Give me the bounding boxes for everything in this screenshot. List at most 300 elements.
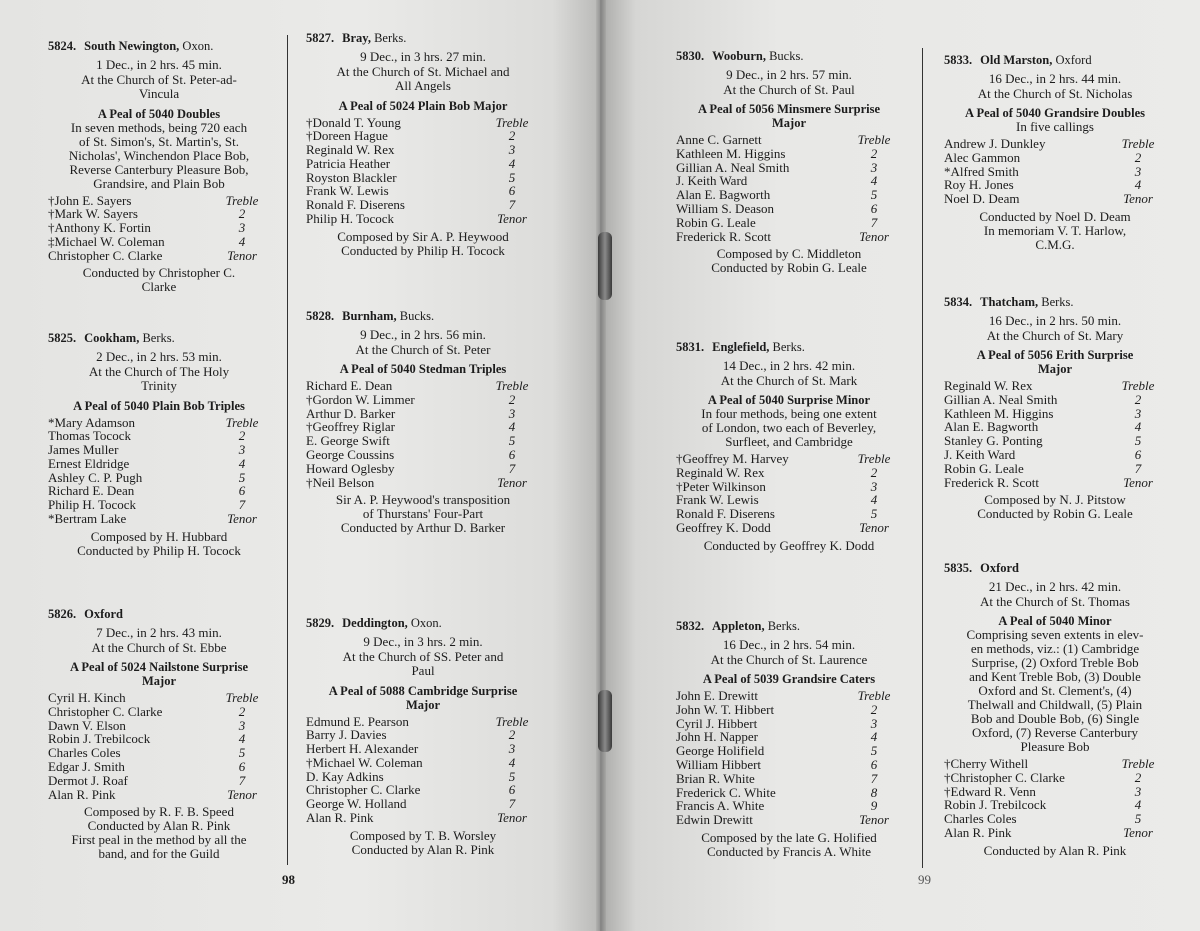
bell-number: 4	[1134, 419, 1142, 435]
ringer-name: Charles Coles	[944, 811, 1017, 827]
bell-number: Tenor	[859, 812, 889, 828]
bell-number: 4	[508, 419, 516, 435]
page-number-right: 99	[918, 872, 931, 887]
peal-title: Major	[771, 116, 806, 130]
method-note: Oxford, (7) Reverse Canterbury	[971, 725, 1139, 740]
bell-number: 2	[1134, 391, 1142, 407]
peal-entry	[676, 48, 902, 275]
bell-number: 3	[870, 159, 878, 175]
ringer-name: †Christopher C. Clarke	[944, 769, 1065, 785]
ringer-name: Barry J. Davies	[306, 727, 387, 743]
ringer-name: George Coussins	[306, 446, 395, 462]
bell-number: Tenor	[227, 786, 257, 802]
column-rule	[287, 35, 288, 865]
entry-county: Berks.	[374, 31, 407, 45]
ringer-name: Alan R. Pink	[944, 824, 1012, 840]
peal-title: Major	[405, 697, 440, 712]
entry-number: 5835.	[944, 561, 973, 575]
ringer-name: Geoffrey K. Dodd	[676, 519, 771, 535]
credit-line: Composed by R. F. B. Speed	[84, 804, 234, 820]
entry-date: 16 Dec., in 2 hrs. 44 min.	[988, 71, 1122, 86]
method-note: In seven methods, being 720 each	[70, 119, 248, 135]
method-note: In five callings	[1016, 119, 1094, 134]
ringer-name: †Cherry Withell	[944, 756, 1029, 771]
ringer-name: †Peter Wilkinson	[676, 478, 766, 494]
ringer-name: Cyril H. Kinch	[48, 690, 126, 705]
ringer-name: Robin G. Leale	[944, 460, 1024, 476]
bell-number: 7	[1134, 460, 1142, 476]
entry-header	[306, 615, 540, 631]
entry-county: Bucks.	[769, 49, 804, 63]
ringer-row	[676, 717, 902, 731]
ringer-row	[944, 379, 1166, 393]
ringer-list	[944, 757, 1166, 840]
bell-number: 6	[508, 782, 516, 798]
ringer-row	[944, 757, 1166, 771]
church-location: At the Church of The Holy	[88, 363, 230, 379]
entry-place: Oxford	[84, 607, 124, 621]
ringer-row	[676, 466, 902, 480]
bell-number: 2	[508, 128, 516, 144]
method-note: Surfleet, and Cambridge	[725, 434, 853, 449]
entry-date: 9 Dec., in 3 hrs. 27 min.	[360, 49, 486, 64]
ringer-row	[676, 521, 902, 535]
bell-number: 6	[238, 483, 246, 499]
entry-county: Berks.	[767, 619, 800, 633]
ringer-name: †John E. Sayers	[48, 192, 132, 208]
ringer-name: †Anthony K. Fortin	[48, 220, 151, 236]
method-note: en methods, viz.: (1) Cambridge	[970, 641, 1140, 656]
bell-number: 5	[508, 433, 516, 449]
ringer-name: †Doreen Hague	[306, 128, 388, 144]
method-note: and Kent Treble Bob, (3) Double	[969, 669, 1141, 684]
ringer-name: Ronald F. Diserens	[306, 197, 405, 213]
ringer-row	[306, 728, 540, 742]
method-note: Reverse Canterbury Pleasure Bob,	[69, 161, 249, 177]
ringer-row	[676, 758, 902, 772]
ringer-list	[48, 194, 270, 263]
church-location: At the Church of St. Michael and	[336, 63, 510, 79]
ringer-row	[676, 216, 902, 230]
bell-number: Treble	[225, 192, 259, 208]
ringer-name: Alan E. Bagworth	[944, 419, 1039, 435]
method-note: of St. Simon's, St. Martin's, St.	[79, 133, 239, 149]
ringer-name: Gillian A. Neal Smith	[676, 159, 790, 175]
ringer-name: †Neil Belson	[306, 474, 375, 490]
entry-date: 9 Dec., in 2 hrs. 56 min.	[360, 327, 486, 342]
ringer-row	[48, 760, 270, 774]
ringer-row	[48, 512, 270, 526]
bell-number: Treble	[1121, 378, 1155, 393]
peal-title: A Peal of 5040 Stedman Triples	[339, 362, 507, 376]
ringer-row	[944, 151, 1166, 165]
bell-number: Treble	[1121, 756, 1155, 771]
church-location: At the Church of St. Mary	[986, 327, 1124, 343]
peal-entry	[306, 615, 540, 857]
ringer-row	[306, 393, 540, 407]
ringer-name: Kathleen M. Higgins	[676, 145, 786, 161]
ringer-row	[676, 174, 902, 188]
bell-number: 9	[870, 798, 878, 814]
ringer-name: Reginald W. Rex	[676, 464, 765, 480]
entry-date: 1 Dec., in 2 hrs. 45 min.	[96, 57, 222, 72]
entry-place: Oxford	[980, 561, 1020, 575]
ringer-name: †Geoffrey Riglar	[306, 419, 395, 435]
ringer-name: Robin G. Leale	[676, 214, 756, 230]
bell-number: 4	[238, 455, 246, 471]
ringer-row	[306, 476, 540, 490]
ringer-row	[676, 703, 902, 717]
ringer-row	[306, 756, 540, 770]
ringer-list	[48, 691, 270, 801]
method-note: Bob and Double Bob, (6) Single	[970, 711, 1140, 726]
bell-number: 8	[870, 784, 878, 800]
credit-line: Conducted by Francis A. White	[706, 843, 872, 859]
credit-line: band, and for the Guild	[98, 846, 220, 862]
ringer-name: Frederick C. White	[676, 784, 776, 800]
bell-number: 3	[508, 741, 516, 757]
entry-header	[306, 30, 540, 46]
bell-number: 5	[508, 768, 516, 784]
ringer-row	[306, 783, 540, 797]
credit-line: First peal in the method by all the	[71, 832, 247, 848]
ringer-row	[48, 774, 270, 788]
bell-number: 2	[870, 701, 878, 717]
ringer-row	[306, 212, 540, 226]
ringer-row	[48, 719, 270, 733]
bell-number: 6	[508, 446, 516, 462]
ringer-row	[306, 379, 540, 393]
ringer-name: Edwin Drewitt	[676, 812, 753, 828]
ringer-row	[48, 416, 270, 430]
ringer-row	[676, 133, 902, 147]
bell-number: Tenor	[859, 228, 889, 244]
bell-number: 3	[1134, 405, 1142, 421]
bell-number: 2	[508, 727, 516, 743]
ringer-row	[944, 798, 1166, 812]
bell-number: 7	[870, 214, 878, 230]
entry-header	[676, 618, 902, 634]
bell-number: Treble	[857, 132, 891, 147]
entry-place: Wooburn,	[712, 49, 766, 63]
church-location: All Angels	[395, 78, 451, 93]
credit-line: Conducted by Robin G. Leale	[711, 260, 867, 276]
ringer-row	[48, 207, 270, 221]
entry-header	[676, 48, 902, 64]
entry-place: Cookham,	[84, 331, 140, 345]
ringer-name: Robin J. Trebilcock	[48, 731, 151, 747]
entry-number: 5832.	[676, 619, 705, 633]
peal-entry	[306, 308, 540, 535]
peal-title: A Peal of 5040 Surprise Minor	[707, 393, 871, 407]
entry-county: Berks.	[1041, 295, 1074, 309]
ringer-name: Kathleen M. Higgins	[944, 405, 1054, 421]
bell-number: 5	[870, 506, 878, 522]
ringer-row	[944, 420, 1166, 434]
entry-date: 21 Dec., in 2 hrs. 42 min.	[988, 579, 1122, 594]
ringer-row	[306, 742, 540, 756]
entry-number: 5828.	[306, 309, 335, 323]
ringer-name: John W. T. Hibbert	[676, 701, 775, 717]
entry-number: 5829.	[306, 616, 335, 630]
entry-header	[306, 308, 540, 324]
credit-line: Conducted by Alan R. Pink	[351, 841, 495, 857]
ringer-name: Noel D. Deam	[944, 191, 1020, 207]
ringer-row	[944, 165, 1166, 179]
ringer-row	[306, 434, 540, 448]
ringer-row	[944, 434, 1166, 448]
ringer-name: †Michael W. Coleman	[306, 754, 423, 770]
method-note: Surprise, (2) Oxford Treble Bob	[971, 655, 1139, 670]
ringer-name: †Gordon W. Limmer	[306, 391, 415, 407]
ringer-name: *Bertram Lake	[48, 511, 127, 527]
church-location: At the Church of St. Nicholas	[977, 85, 1133, 101]
bell-number: 4	[1134, 797, 1142, 813]
bell-number: 3	[1134, 783, 1142, 799]
ringer-row	[306, 797, 540, 811]
ringer-name: Frederick R. Scott	[944, 474, 1039, 490]
ringer-row	[676, 161, 902, 175]
bell-number: 5	[870, 187, 878, 203]
bell-number: 3	[870, 478, 878, 494]
entry-number: 5824.	[48, 39, 77, 53]
credit-line: of Thurstans' Four-Part	[362, 506, 484, 522]
ringer-row	[48, 249, 270, 263]
ringer-name: Dawn V. Elson	[48, 717, 126, 733]
method-note: Thelwall and Childwall, (5) Plain	[967, 697, 1143, 712]
ringer-name: Frederick R. Scott	[676, 228, 771, 244]
peal-entry	[944, 560, 1166, 858]
credit-line: Composed by T. B. Worsley	[349, 827, 497, 843]
entry-place: Burnham,	[342, 309, 397, 323]
credit-line: Conducted by Arthur D. Barker	[340, 520, 506, 536]
ringer-row	[306, 198, 540, 212]
credit-line: Conducted by Philip H. Tocock	[341, 242, 505, 258]
bell-number: 5	[508, 169, 516, 185]
bell-number: Treble	[495, 378, 529, 393]
ringer-list	[676, 452, 902, 535]
ringer-row	[48, 788, 270, 802]
bell-number: 5	[870, 743, 878, 759]
ringer-name: *Alfred Smith	[944, 163, 1019, 179]
ringer-row	[676, 799, 902, 813]
bell-number: 3	[238, 717, 246, 733]
ringer-name: Richard E. Dean	[306, 378, 393, 393]
bell-number: 6	[870, 756, 878, 772]
ringer-name: J. Keith Ward	[676, 173, 748, 189]
ringer-row	[306, 448, 540, 462]
ringer-row	[306, 811, 540, 825]
ringer-name: Stanley G. Ponting	[944, 433, 1043, 449]
ringer-row	[306, 157, 540, 171]
ringer-row	[306, 420, 540, 434]
entry-place: Appleton,	[712, 619, 765, 633]
bell-number: 3	[238, 220, 246, 236]
method-note: Comprising seven extents in elev-	[966, 627, 1144, 642]
entry-place: Deddington,	[342, 616, 408, 630]
ringer-row	[48, 443, 270, 457]
peal-entry	[48, 606, 270, 861]
ringer-name: Edgar J. Smith	[48, 758, 125, 774]
credit-line: Sir A. P. Heywood's transposition	[335, 492, 511, 508]
ringer-name: Ronald F. Diserens	[676, 506, 775, 522]
ringer-row	[676, 202, 902, 216]
ringer-name: Alan E. Bagworth	[676, 187, 771, 203]
entry-header	[944, 560, 1166, 576]
ringer-row	[48, 471, 270, 485]
bell-number: Tenor	[1123, 191, 1153, 207]
bell-number: Treble	[857, 451, 891, 466]
peal-title: A Peal of 5040 Plain Bob Triples	[73, 398, 245, 413]
ringer-name: Alec Gammon	[944, 149, 1021, 165]
ringer-name: Richard E. Dean	[48, 483, 135, 499]
ringer-list	[48, 416, 270, 526]
bell-number: 7	[508, 197, 516, 213]
ringer-row	[306, 129, 540, 143]
entry-county: Oxford	[1055, 53, 1092, 67]
peal-title: A Peal of 5039 Grandsire Caters	[702, 672, 876, 686]
entry-date: 14 Dec., in 2 hrs. 42 min.	[722, 358, 856, 373]
entry-date: 16 Dec., in 2 hrs. 54 min.	[722, 637, 856, 652]
ringer-name: Roy H. Jones	[944, 177, 1014, 193]
bell-number: Treble	[495, 713, 529, 729]
ringer-list	[676, 689, 902, 827]
church-location: At the Church of St. Paul	[723, 81, 855, 97]
ringer-row	[944, 785, 1166, 799]
peal-title: A Peal of 5040 Grandsire Doubles	[965, 106, 1145, 120]
ringer-list	[306, 715, 540, 825]
ringer-name: Howard Oglesby	[306, 460, 395, 476]
ringer-name: Christopher C. Clarke	[48, 247, 163, 263]
ringer-row	[48, 498, 270, 512]
bell-number: Tenor	[859, 519, 889, 535]
peal-title: A Peal of 5056 Erith Surprise	[976, 348, 1134, 362]
ringer-name: Christopher C. Clarke	[48, 703, 163, 719]
bell-number: 4	[508, 754, 516, 770]
ringer-row	[676, 493, 902, 507]
ringer-row	[306, 770, 540, 784]
church-location: At the Church of St. Peter-ad-	[81, 71, 237, 87]
church-location: At the Church of St. Thomas	[980, 593, 1130, 609]
entry-date: 16 Dec., in 2 hrs. 50 min.	[988, 313, 1122, 328]
ringer-name: Ashley C. P. Pugh	[48, 469, 143, 485]
ringer-name: Philip H. Tocock	[306, 211, 395, 227]
credit-line: In memoriam V. T. Harlow,	[983, 222, 1127, 238]
bell-number: 2	[508, 391, 516, 407]
method-note: Pleasure Bob	[1020, 739, 1090, 754]
ringer-name: †Geoffrey M. Harvey	[676, 451, 789, 466]
church-location: Trinity	[141, 378, 177, 393]
bell-number: Tenor	[497, 474, 527, 490]
entry-number: 5825.	[48, 331, 77, 345]
credit-line: Conducted by Geoffrey K. Dodd	[703, 537, 875, 553]
ringer-name: Patricia Heather	[306, 155, 391, 171]
credit-line: Composed by C. Middleton	[716, 246, 862, 262]
entry-county: Berks.	[772, 340, 805, 354]
ringer-name: John E. Drewitt	[676, 688, 758, 703]
ringer-name: Philip H. Tocock	[48, 497, 137, 513]
column-rule	[922, 48, 923, 868]
ringer-list	[944, 379, 1166, 489]
bell-number: 7	[870, 770, 878, 786]
bell-number: Tenor	[227, 247, 257, 263]
bell-number: 4	[870, 729, 878, 745]
bell-number: 3	[508, 142, 516, 158]
entry-county: Berks.	[142, 331, 175, 345]
bell-number: 6	[1134, 446, 1142, 462]
credit-line: C.M.G.	[1035, 236, 1075, 252]
ringer-name: Robin J. Trebilcock	[944, 797, 1047, 813]
ringer-row	[306, 171, 540, 185]
ringer-name: Dermot J. Roaf	[48, 772, 128, 788]
bell-number: 3	[870, 715, 878, 731]
credit-line: Conducted by Alan R. Pink	[87, 818, 231, 834]
ringer-row	[48, 235, 270, 249]
peal-title: Major	[1037, 362, 1072, 376]
bell-number: 2	[238, 428, 246, 444]
bell-number: Treble	[495, 114, 529, 130]
entry-number: 5830.	[676, 49, 705, 63]
ringer-name: Herbert H. Alexander	[306, 741, 419, 757]
bell-number: 5	[1134, 811, 1142, 827]
ringer-row	[676, 230, 902, 244]
entry-county: Oxon.	[182, 39, 214, 53]
credit-line: Conducted by Christopher C.	[82, 265, 236, 281]
entry-place: South Newington,	[84, 39, 180, 53]
credit-line: Composed by H. Hubbard	[90, 528, 228, 544]
bell-number: Treble	[857, 688, 891, 703]
credit-line: Conducted by Philip H. Tocock	[77, 542, 241, 558]
ringer-list	[306, 379, 540, 489]
entry-county: Bucks.	[399, 309, 435, 323]
entry-place: Bray,	[342, 31, 371, 45]
entry-number: 5831.	[676, 340, 705, 354]
bell-number: 7	[508, 796, 516, 812]
bell-number: 4	[1134, 177, 1142, 193]
ringer-list	[944, 137, 1166, 206]
peal-entry	[48, 330, 270, 558]
ringer-row	[306, 143, 540, 157]
method-note: Nicholas', Winchendon Place Bob,	[68, 147, 250, 163]
bell-number: 3	[238, 442, 246, 458]
ringer-row	[676, 813, 902, 827]
entry-header	[944, 52, 1166, 68]
entry-date: 9 Dec., in 3 hrs. 2 min.	[363, 634, 483, 649]
peal-title: A Peal of 5088 Cambridge Surprise	[328, 683, 518, 698]
bell-number: 2	[870, 464, 878, 480]
method-note: of London, two each of Beverley,	[701, 420, 877, 435]
ringer-row	[676, 730, 902, 744]
ringer-row	[306, 462, 540, 476]
bell-number: Tenor	[1123, 824, 1153, 840]
ringer-row	[676, 147, 902, 161]
entry-number: 5833.	[944, 53, 973, 67]
ringer-name: John H. Napper	[676, 729, 758, 745]
ringer-row	[48, 194, 270, 208]
ringer-name: Arthur D. Barker	[306, 405, 396, 421]
ringer-name: Andrew J. Dunkley	[944, 136, 1046, 151]
bell-number: 3	[1134, 163, 1142, 179]
binding-staple	[598, 690, 612, 752]
bell-number: 6	[870, 200, 878, 216]
ringer-name: Brian R. White	[676, 770, 755, 786]
bell-number: 3	[508, 405, 516, 421]
ringer-row	[944, 192, 1166, 206]
bell-number: 2	[1134, 149, 1142, 165]
ringer-name: George Holifield	[676, 743, 765, 759]
ringer-name: Ernest Eldridge	[48, 455, 130, 471]
binding-staple	[598, 232, 612, 300]
